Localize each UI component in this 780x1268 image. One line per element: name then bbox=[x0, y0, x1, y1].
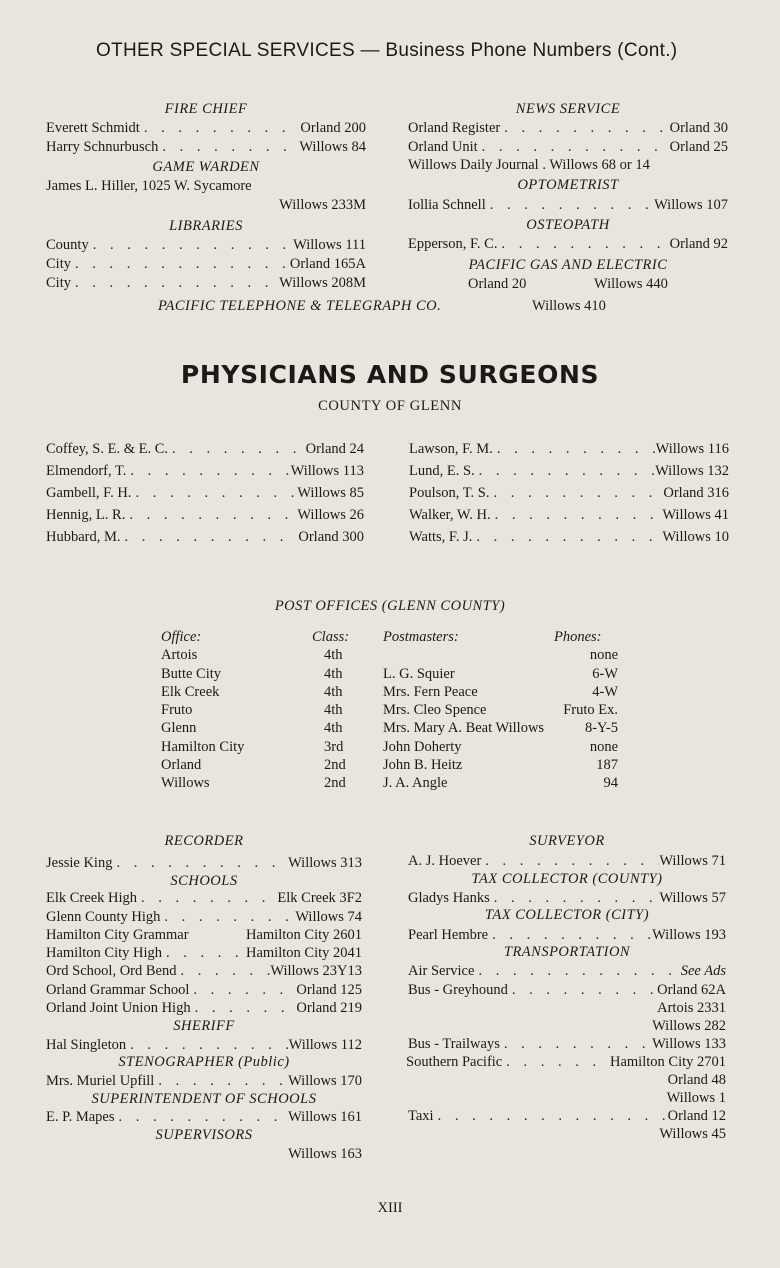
schools-heading: SCHOOLS bbox=[170, 873, 238, 889]
list-item: Hennig, L. R. . . . Willows 26 bbox=[46, 507, 364, 526]
page-header: OTHER SPECIAL SERVICES — Business Phone Numbers (Cont.) bbox=[96, 40, 678, 61]
list-item: Iollia Schnell . . . Willows 107 bbox=[408, 197, 728, 216]
section-title: PHYSICIANS AND SURGEONS bbox=[180, 360, 600, 389]
telephone-co-name: PACIFIC TELEPHONE & TELEGRAPH CO. bbox=[158, 298, 442, 314]
table-cell: 4th bbox=[324, 665, 343, 682]
table-cell: Mrs. Mary A. Beat Willows bbox=[383, 720, 545, 737]
table-cell: Fruto bbox=[161, 702, 193, 719]
telephone-co-phone: Willows 410 bbox=[532, 298, 606, 314]
list-item: Glenn County High . . . Willows 74 bbox=[46, 909, 362, 928]
surveyor-heading: SURVEYOR bbox=[529, 833, 605, 849]
list-item: Epperson, F. C. . . . Orland 92 bbox=[408, 236, 728, 255]
pge-phone-orland: Orland 20 bbox=[468, 276, 527, 292]
journal-line: Willows Daily Journal . Willows 68 or 14 bbox=[408, 157, 650, 173]
list-item: Walker, W. H. . . . Willows 41 bbox=[409, 507, 729, 526]
game-warden-heading: GAME WARDEN bbox=[152, 159, 260, 175]
table-cell: 187 bbox=[596, 757, 618, 774]
office-column bbox=[161, 628, 244, 793]
list-item: Harry Schnurbusch . . . Willows 84 bbox=[46, 139, 366, 158]
list-item: Bus - Trailways . . . Willows 133 bbox=[408, 1036, 726, 1055]
libraries-heading: LIBRARIES bbox=[169, 218, 243, 234]
column-header: Office: bbox=[161, 629, 202, 645]
table-cell: 4-W bbox=[592, 683, 618, 700]
stenographer-heading: STENOGRAPHER (Public) bbox=[118, 1054, 290, 1070]
list-item: City . . . Orland 165A bbox=[46, 256, 366, 275]
table-cell: Mrs. Cleo Spence bbox=[383, 702, 487, 719]
table-cell: 6-W bbox=[592, 665, 618, 682]
game-warden-name: James L. Hiller, 1025 W. Sycamore bbox=[46, 178, 252, 194]
list-item: Mrs. Muriel Upfill . . . Willows 170 bbox=[46, 1073, 362, 1092]
pge-heading: PACIFIC GAS AND ELECTRIC bbox=[468, 257, 668, 273]
list-item: Orland Unit . . . Orland 25 bbox=[408, 139, 728, 158]
supervisors-heading: SUPERVISORS bbox=[155, 1127, 253, 1143]
osteopath-heading: OSTEOPATH bbox=[526, 217, 610, 233]
column-header: Postmasters: bbox=[383, 629, 459, 645]
sp-phone-willows: Willows 1 bbox=[666, 1090, 726, 1106]
list-item: Orland Joint Union High . . . Orland 219 bbox=[46, 1000, 362, 1019]
table-cell: Elk Creek bbox=[161, 683, 220, 700]
list-item: Elk Creek High . . . Elk Creek 3F2 bbox=[46, 890, 362, 909]
table-cell: Butte City bbox=[161, 665, 222, 682]
tax-county-heading: TAX COLLECTOR (COUNTY) bbox=[471, 871, 663, 887]
list-item: Ord School, Ord Bend . . . Willows 23Y13 bbox=[46, 963, 362, 982]
column-header: Phones: bbox=[554, 629, 602, 645]
table-cell: Artois bbox=[161, 647, 198, 664]
list-item: Orland Register . . . Orland 30 bbox=[408, 120, 728, 139]
table-cell: none bbox=[589, 738, 618, 755]
phones-column bbox=[548, 628, 618, 793]
table-cell: 94 bbox=[603, 775, 618, 792]
list-item: Lawson, F. M. . . . Willows 116 bbox=[409, 441, 729, 460]
list-item: Gambell, F. H. . . . Willows 85 bbox=[46, 485, 364, 504]
news-service-heading: NEWS SERVICE bbox=[515, 101, 621, 117]
list-item: Air Service . . . See Ads bbox=[408, 963, 726, 982]
table-cell: Orland bbox=[161, 757, 202, 774]
table-cell: 4th bbox=[324, 720, 343, 737]
list-item: Elmendorf, T. . . . Willows 113 bbox=[46, 463, 364, 482]
table-cell: 3rd bbox=[324, 738, 344, 755]
table-cell: J. A. Angle bbox=[383, 775, 448, 792]
list-item: Lund, E. S. . . . Willows 132 bbox=[409, 463, 729, 482]
list-item: A. J. Hoever . . . Willows 71 bbox=[408, 853, 726, 872]
list-item: Orland Grammar School . . . Orland 125 bbox=[46, 982, 362, 1001]
table-cell: John B. Heitz bbox=[383, 757, 463, 774]
recorder-heading: RECORDER bbox=[164, 833, 244, 849]
fire-chief-heading: FIRE CHIEF bbox=[164, 101, 248, 117]
table-cell: 4th bbox=[324, 683, 343, 700]
optometrist-heading: OPTOMETRIST bbox=[517, 177, 619, 193]
list-item: Jessie King . . . Willows 313 bbox=[46, 855, 362, 874]
table-cell: L. G. Squier bbox=[383, 665, 455, 682]
table-cell: 8-Y-5 bbox=[584, 720, 618, 737]
game-warden-phone: Willows 233M bbox=[279, 197, 366, 213]
tax-city-heading: TAX COLLECTOR (CITY) bbox=[484, 907, 650, 923]
pge-phone-willows: Willows 440 bbox=[594, 276, 668, 292]
list-item: Hamilton City Grammar Hamilton City 2601 bbox=[46, 927, 362, 943]
list-item: Gladys Hanks . . . Willows 57 bbox=[408, 890, 726, 909]
list-item: Coffey, S. E. & E. C. . . . Orland 24 bbox=[46, 441, 364, 460]
table-cell: 2nd bbox=[324, 757, 346, 774]
post-offices-heading: POST OFFICES (GLENN COUNTY) bbox=[274, 598, 506, 614]
column-header: Class: bbox=[312, 629, 350, 645]
list-item: Bus - Greyhound . . . Orland 62A bbox=[408, 982, 726, 1001]
table-cell: Willows bbox=[161, 775, 210, 792]
sp-phone-orland: Orland 48 bbox=[667, 1072, 726, 1088]
postmaster-column bbox=[383, 628, 544, 793]
list-item: Hamilton City High . . . Hamilton City 2041 bbox=[46, 945, 362, 964]
supervisors-phone: Willows 163 bbox=[288, 1146, 362, 1162]
transportation-heading: TRANSPORTATION bbox=[503, 944, 631, 960]
table-cell bbox=[383, 646, 544, 664]
page-number: XIII bbox=[377, 1200, 403, 1216]
list-item: Pearl Hembre . . . Willows 193 bbox=[408, 927, 726, 946]
list-item: Poulson, T. S. . . . Orland 316 bbox=[409, 485, 729, 504]
list-item: E. P. Mapes . . . Willows 161 bbox=[46, 1109, 362, 1128]
table-cell: 4th bbox=[324, 702, 343, 719]
table-cell: 4th bbox=[324, 647, 343, 664]
superintendent-heading: SUPERINTENDENT OF SCHOOLS bbox=[91, 1091, 317, 1107]
list-item: County . . . Willows 111 bbox=[46, 237, 366, 256]
section-subtitle: COUNTY OF GLENN bbox=[318, 398, 462, 414]
taxi-phone-willows: Willows 45 bbox=[659, 1126, 726, 1142]
table-cell: 2nd bbox=[324, 775, 346, 792]
table-cell: none bbox=[589, 647, 618, 664]
list-item: City . . . Willows 208M bbox=[46, 275, 366, 294]
list-item: Hal Singleton . . . Willows 112 bbox=[46, 1037, 362, 1056]
list-item: Taxi . . . Orland 12 bbox=[408, 1108, 726, 1127]
table-cell: Mrs. Fern Peace bbox=[383, 683, 478, 700]
table-cell: Hamilton City bbox=[161, 738, 245, 755]
list-item: Southern Pacific . . . Hamilton City 2701 bbox=[406, 1054, 726, 1073]
table-cell: Fruto Ex. bbox=[563, 702, 618, 719]
list-item: Hubbard, M. . . . Orland 300 bbox=[46, 529, 364, 548]
list-item: Everett Schmidt . . . Orland 200 bbox=[46, 120, 366, 139]
table-cell: Glenn bbox=[161, 720, 197, 737]
class-column bbox=[312, 628, 354, 793]
sheriff-heading: SHERIFF bbox=[173, 1018, 235, 1034]
greyhound-phone-artois: Artois 2331 bbox=[657, 1000, 726, 1016]
greyhound-phone-willows: Willows 282 bbox=[652, 1018, 726, 1034]
table-cell: John Doherty bbox=[383, 738, 462, 755]
list-item: Watts, F. J. . . . Willows 10 bbox=[409, 529, 729, 548]
